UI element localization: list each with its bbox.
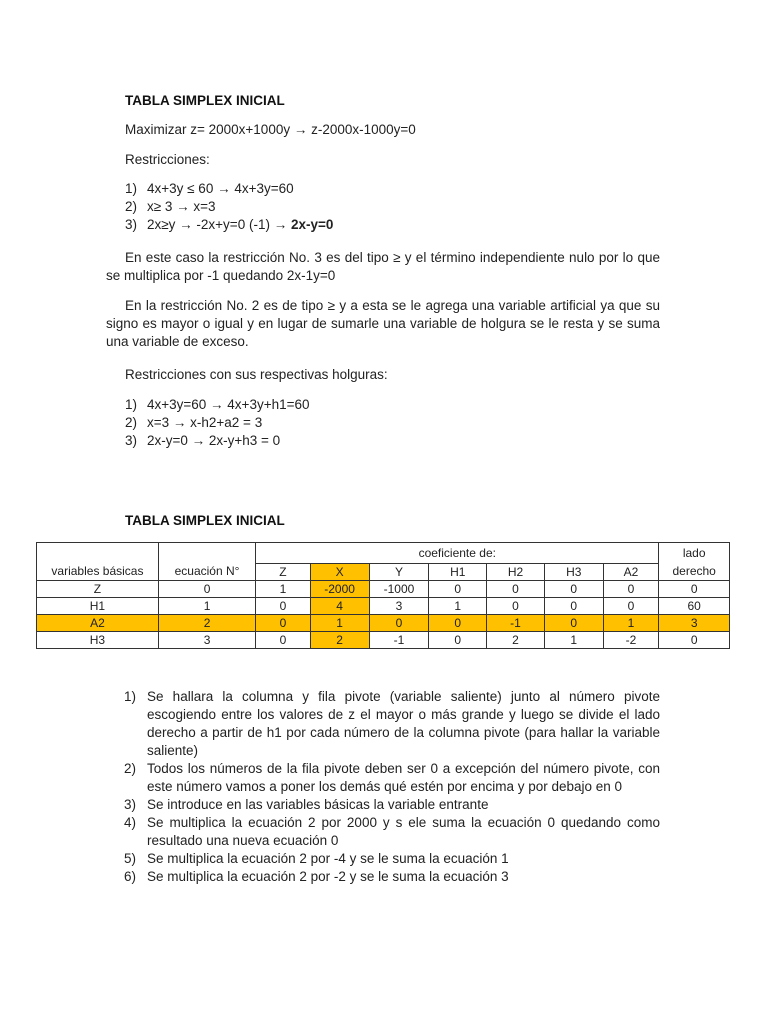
list-item: 2) x≥ 3 → x=3 [125,199,216,214]
coef-cell: 2 [487,632,545,649]
basic-var-cell: A2 [37,615,159,632]
table-title: TABLA SIMPLEX INICIAL [125,513,285,528]
coef-cell: 0 [256,632,311,649]
list-item: 4) Se multiplica la ecuación 2 por 2000 y s ele suma la ecuación 0 quedando como resultado una nueva ecuación 0 [124,815,660,848]
list-item: 2) x=3 → x-h2+a2 = 3 [125,415,263,430]
equation-cell: 2 [158,615,255,632]
list-item: 3) 2x-y=0 → 2x-y+h3 = 0 [125,433,281,448]
coef-cell: -2 [603,632,659,649]
simplex-table [36,542,730,649]
objective-function: Maximizar z= 2000x+1000y → z-2000x-1000y=0 [125,122,416,137]
coef-cell: 1 [429,598,487,615]
coef-cell: 0 [544,598,603,615]
coef-cell: 0 [544,615,603,632]
coef-cell: -1000 [369,581,429,598]
rhs-header: lado [659,543,730,564]
list-item: 3) Se introduce en las variables básicas la variable entrante [124,797,489,812]
basic-var-cell: H3 [37,632,159,649]
table-row [37,632,730,649]
rhs-cell: 0 [659,632,730,649]
slack-label: Restricciones con sus respectivas holguras: [125,367,388,382]
coef-cell: -1 [369,632,429,649]
coef-cell: 3 [369,598,429,615]
coef-cell: 2 [310,632,369,649]
equation-cell: 3 [158,632,255,649]
col-header: Z [256,564,311,581]
table-row [37,581,730,598]
coef-cell: 1 [603,615,659,632]
coef-header: coeficiente de: [256,543,659,564]
coef-cell: 0 [429,615,487,632]
explanation-paragraph-1: En este caso la restricción No. 3 es del tipo ≥ y el término independiente nulo por lo que se multiplica por -1 quedando 2x-1y=0 [106,250,660,283]
coef-cell: 1 [256,581,311,598]
col-header: H2 [487,564,545,581]
coef-cell: 0 [487,581,545,598]
col-header: Y [369,564,429,581]
basic-var-header: variables básicas [37,564,159,581]
coef-cell: 0 [544,581,603,598]
coef-cell: 1 [310,615,369,632]
col-header: H3 [544,564,603,581]
rhs-cell: 3 [659,615,730,632]
list-item: 1) 4x+3y=60 → 4x+3y+h1=60 [125,397,310,412]
col-header-pivot: X [310,564,369,581]
coef-cell: 0 [429,632,487,649]
list-item: 5) Se multiplica la ecuación 2 por -4 y se le suma la ecuación 1 [124,851,509,866]
basic-var-cell: H1 [37,598,159,615]
coef-cell: 0 [603,598,659,615]
slack-list [125,396,310,450]
steps-list [124,688,660,886]
coef-cell: 1 [544,632,603,649]
coef-cell: 0 [487,598,545,615]
coef-cell: 0 [256,598,311,615]
coef-cell: 0 [603,581,659,598]
coef-cell: -1 [487,615,545,632]
equation-cell: 0 [158,581,255,598]
equation-cell: 1 [158,598,255,615]
list-item: 1) Se hallara la columna y fila pivote (variable saliente) junto al número pivote escogiendo entre los valores de z el mayor o más grande y luego se divide el lado derecho a partir de h1 por cada número de la columna pivote (para hallar la variable saliente) [124,689,660,758]
section-title: TABLA SIMPLEX INICIAL [125,93,285,108]
col-header: A2 [603,564,659,581]
list-item: 1) 4x+3y ≤ 60 → 4x+3y=60 [125,181,294,196]
rhs-cell: 60 [659,598,730,615]
list-item: 2) Todos los números de la fila pivote deben ser 0 a excepción del número pivote, con este número vamos a poner los demás qué estén por encima y por debajo en 0 [124,761,660,794]
equation-header: ecuación N° [158,564,255,581]
coef-cell: 0 [369,615,429,632]
restrictions-label: Restricciones: [125,152,210,167]
table-row [37,598,730,615]
list-item: 3) 2x≥y → -2x+y=0 (-1) → 2x-y=0 [125,217,334,232]
coef-cell: 0 [256,615,311,632]
col-header: H1 [429,564,487,581]
rhs-header-2: derecho [659,564,730,581]
rhs-cell: 0 [659,581,730,598]
table-row [37,615,730,632]
coef-cell: -2000 [310,581,369,598]
list-item: 6) Se multiplica la ecuación 2 por -2 y se le suma la ecuación 3 [124,869,509,884]
basic-var-cell: Z [37,581,159,598]
coef-cell: 4 [310,598,369,615]
explanation-paragraph-2: En la restricción No. 2 es de tipo ≥ y a esta se le agrega una variable artificial ya que su signo es mayor o igual y en lugar de sumarle una variable de holgura se le resta y se suma una variable de exceso. [106,298,660,349]
restrictions-list [125,180,333,234]
coef-cell: 0 [429,581,487,598]
